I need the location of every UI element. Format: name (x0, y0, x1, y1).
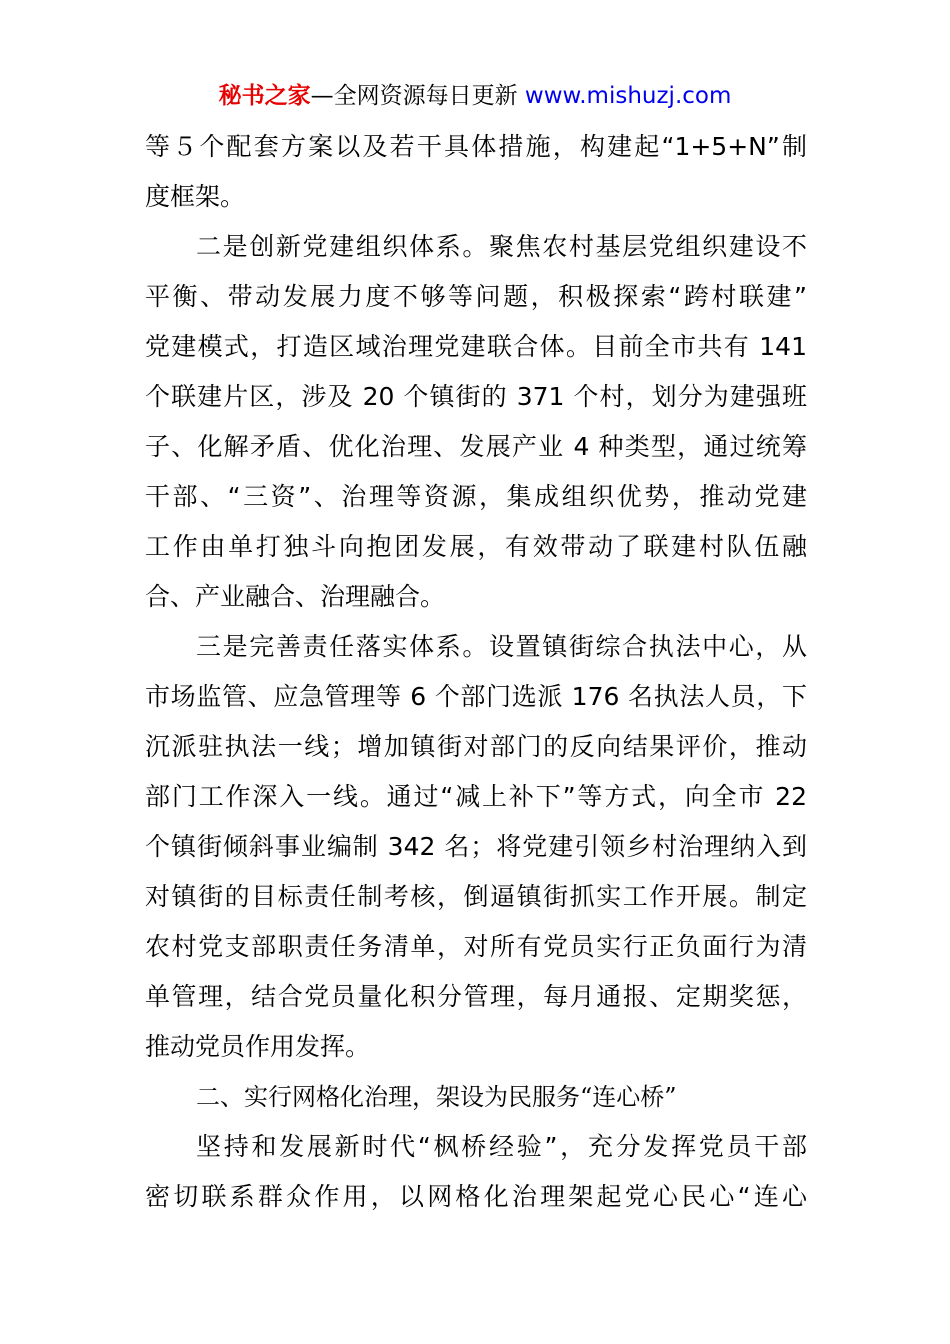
text-line: 对镇街的目标责任制考核，倒逼镇街抓实工作开展。制定 (145, 882, 807, 911)
site-header (0, 80, 950, 112)
site-brand: 秘书之家 (218, 83, 311, 109)
text-line: 沉派驻执法一线；增加镇街对部门的反向结果评价，推动 (145, 732, 807, 761)
document-body (145, 122, 807, 1222)
text-line: 工作由单打独斗向抱团发展，有效带动了联建村队伍融 (145, 532, 807, 561)
site-url-link[interactable]: www.mishuzj.com (524, 83, 732, 109)
text-line: 市场监管、应急管理等 6 个部门选派 176 名执法人员，下 (145, 682, 807, 711)
text-line: 单管理，结合党员量化积分管理，每月通报、定期奖惩， (145, 982, 807, 1011)
section-heading: 二、实行网格化治理，架设为民服务“连心桥” (196, 1083, 677, 1111)
text-line: 度框架。 (145, 182, 246, 211)
text-line: 干部、“三资”、治理等资源，集成组织优势，推动党建 (145, 482, 807, 511)
text-line: 个联建片区，涉及 20 个镇街的 371 个村，划分为建强班 (145, 382, 807, 411)
paragraph-first-line: 坚持和发展新时代“枫桥经验”，充分发挥党员干部 (196, 1132, 807, 1161)
text-line: 个镇街倾斜事业编制 342 名；将党建引领乡村治理纳入到 (145, 832, 807, 861)
text-line: 等５个配套方案以及若干具体措施，构建起“1+5+N”制 (145, 132, 807, 161)
paragraph-first-line: 三是完善责任落实体系。设置镇街综合执法中心，从 (196, 632, 807, 661)
text-line: 密切联系群众作用，以网格化治理架起党心民心“连心 (145, 1182, 807, 1211)
text-line: 合、产业融合、治理融合。 (145, 582, 446, 611)
text-line: 党建模式，打造区域治理党建联合体。目前全市共有 141 (145, 332, 807, 361)
text-line: 农村党支部职责任务清单，对所有党员实行正负面行为清 (145, 932, 807, 961)
text-line: 子、化解矛盾、优化治理、发展产业 4 种类型，通过统筹 (145, 432, 807, 461)
text-line: 平衡、带动发展力度不够等问题，积极探索“跨村联建” (145, 282, 807, 311)
text-line: 推动党员作用发挥。 (145, 1032, 371, 1061)
text-line: 部门工作深入一线。通过“减上补下”等方式，向全市 22 (145, 782, 807, 811)
site-tagline: —全网资源每日更新 (310, 83, 525, 109)
paragraph-first-line: 二是创新党建组织体系。聚焦农村基层党组织建设不 (196, 232, 807, 261)
